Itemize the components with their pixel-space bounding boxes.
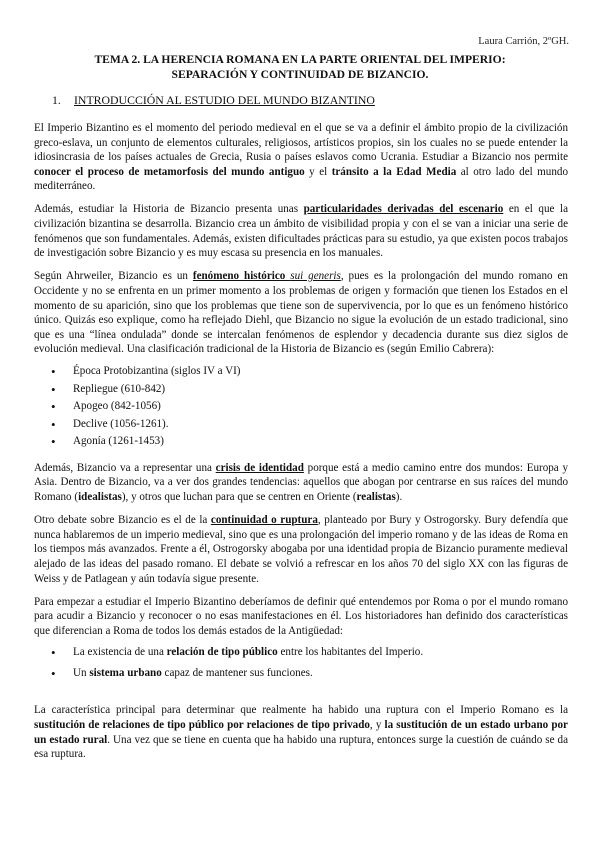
bold-underline-text: fenómeno histórico xyxy=(192,270,291,283)
text-run: y el xyxy=(304,165,332,178)
paragraph-rome-definition xyxy=(34,595,568,639)
bold-run: sustitución de relaciones de tipo público por relaciones de tipo privado xyxy=(34,719,370,731)
list-item: • Apogeo (842-1056) xyxy=(73,398,568,416)
text-run: ), y otros que luchan para que se centren en Oriente ( xyxy=(121,491,357,504)
bold-run: conocer el proceso de metamorfosis del mundo antiguo xyxy=(34,165,305,178)
list-item: • Época Protobizantina (siglos IV a VI) xyxy=(73,363,568,381)
bold-underline-run: particularidades derivadas del escenario xyxy=(303,203,504,216)
text-run: , planteado por Bury y Ostrogorsky. Bury defendía que nunca hablaremos de un imperio medieval, sino que es una prolongación del imperio romano y de las ideas de Roma en los tiempos más avanzados. Frente a él, Ostrogorsky abogaba por una identidad propia de Bizancio puramente medieval alejado de las ideas del pasado romano. El debate se volvió a refrescar en los años 70 del siglo XX con las figuras de Weiss y de Patlagean y aún todavía sigue presente. xyxy=(34,514,569,585)
paragraph-particularities xyxy=(34,202,568,260)
text-run: en el que la civilización bizantina se desarrolla. Bizancio crea un ámbito de visibilidad propia y con el se van a iniciar una serie de fenómenos que son fundamentales. Además, existen dificultades prácticas para su estudio, ya que existen pocos trabajos de investigación sobre Bizancio y es muy escasa su presencia en los manuales. xyxy=(34,203,568,260)
features-list xyxy=(34,642,568,684)
text-run: , y xyxy=(369,719,385,731)
bold-underline-run: continuidad o ruptura xyxy=(210,514,318,527)
text-run: al otro lado del mundo mediterráneo. xyxy=(34,165,568,193)
text-run: Otro debate sobre Bizancio es el de la xyxy=(34,514,211,527)
text-run: El Imperio Bizantino es el momento del periodo medieval en el que se va a definir el ámbito propio de la civilización greco-eslava, un conjunto de elementos culturales, religiosos, artísticos propios, sin los cuales no se puede entender la idiosincrasia de los países actuales de Grecia, Rusia o países eslavos como Ucrania. Estudiar a Bizancio nos permite xyxy=(34,122,568,164)
bold-run: idealistas xyxy=(78,491,122,504)
document-title xyxy=(40,52,560,82)
bold-run: la sustitución de un estado urbano por un estado rural xyxy=(34,719,568,746)
paragraph-rupture xyxy=(34,703,568,761)
bold-run: realistas xyxy=(356,491,396,504)
bold-run: sistema urbano xyxy=(89,667,162,680)
section-title: INTRODUCCIÓN AL ESTUDIO DEL MUNDO BIZANTINO xyxy=(74,93,375,107)
text-run: . Una vez que se tiene en cuenta que ha habido una ruptura, entonces surge la cuestión de cuándo se da esa ruptura. xyxy=(34,733,569,761)
paragraph-continuity xyxy=(34,513,568,586)
text-run: capaz de mantener sus funciones. xyxy=(161,667,313,680)
document-body xyxy=(34,121,568,770)
italic-term: sui generis xyxy=(290,270,341,283)
list-item: • Repliegue (610-842) xyxy=(73,381,568,399)
bold-underline-run: crisis de identidad xyxy=(215,461,304,474)
section-number: 1. xyxy=(52,93,61,107)
bold-run: tránsito a la Edad Media xyxy=(331,165,457,178)
list-item xyxy=(73,642,568,663)
text-run: Según Ahrweiler, Bizancio es un xyxy=(34,270,193,283)
text-run: Para empezar a estudiar el Imperio Bizantino deberíamos de definir qué entendemos por Roma o por el mundo romano para acudir a Bizancio y reconocer o no esas manifestaciones en él. Los historiadores han definido dos características que diferencian a Roma de todos los demás estados de la Antigüedad: xyxy=(34,595,568,637)
bold-underline-run xyxy=(193,270,341,282)
bold-run: relación de tipo público xyxy=(166,646,278,659)
text-run: Además, estudiar la Historia de Bizancio presenta unas xyxy=(34,203,304,216)
list-item: • Agonía (1261-1453) xyxy=(73,433,568,451)
list-item xyxy=(73,663,568,684)
section-heading xyxy=(52,93,375,108)
text-run: porque está a medio camino entre dos mundos: Europa y Asia. Dentro de Bizancio, va a ver dos grandes tendencias: aquellos que abogan por centrarse en sus raíces del mundo Romano ( xyxy=(34,461,569,504)
list-item: • Declive (1056-1261). xyxy=(73,416,568,434)
text-run: La existencia de una xyxy=(73,646,167,659)
text-run: , pues es la prolongación del mundo romano en Occidente y no se enfrenta en un primer momento a los problemas de origen y formación que tienen los Estados en el momento de su aparición, sino que los problemas que tiene son de supervivencia, por lo que es un fenómeno histórico único. Quizás eso explique, como ha reflejado Diehl, que Bizancio no sigue la evolución de un estado tradicional, sino que es una “línea ondulada” donde se intercalan fenómenos de esplendor y decadencia durante sus diez siglos de evolución medieval. Una clasificación tradicional de la Historia de Bizancio es (según Emilio Cabrera): xyxy=(34,270,568,356)
text-run: La característica principal para determinar que realmente ha habido una ruptura con el Imperio Romano es la xyxy=(34,704,568,717)
author-name: Laura Carrión, 2ºGH. xyxy=(478,36,569,47)
title-line-2: SEPARACIÓN Y CONTINUIDAD DE BIZANCIO. xyxy=(171,68,429,81)
periods-list xyxy=(34,363,568,451)
text-run: ). xyxy=(395,491,403,504)
text-run: Además, Bizancio va a representar una xyxy=(34,461,216,474)
paragraph-intro xyxy=(34,121,568,194)
text-run: Un xyxy=(73,667,90,680)
paragraph-ahrweiler xyxy=(34,269,568,357)
title-line-1: TEMA 2. LA HERENCIA ROMANA EN LA PARTE ORIENTAL DEL IMPERIO: xyxy=(94,53,506,66)
text-run: entre los habitantes del Imperio. xyxy=(277,646,424,659)
paragraph-identity-crisis xyxy=(34,461,568,505)
